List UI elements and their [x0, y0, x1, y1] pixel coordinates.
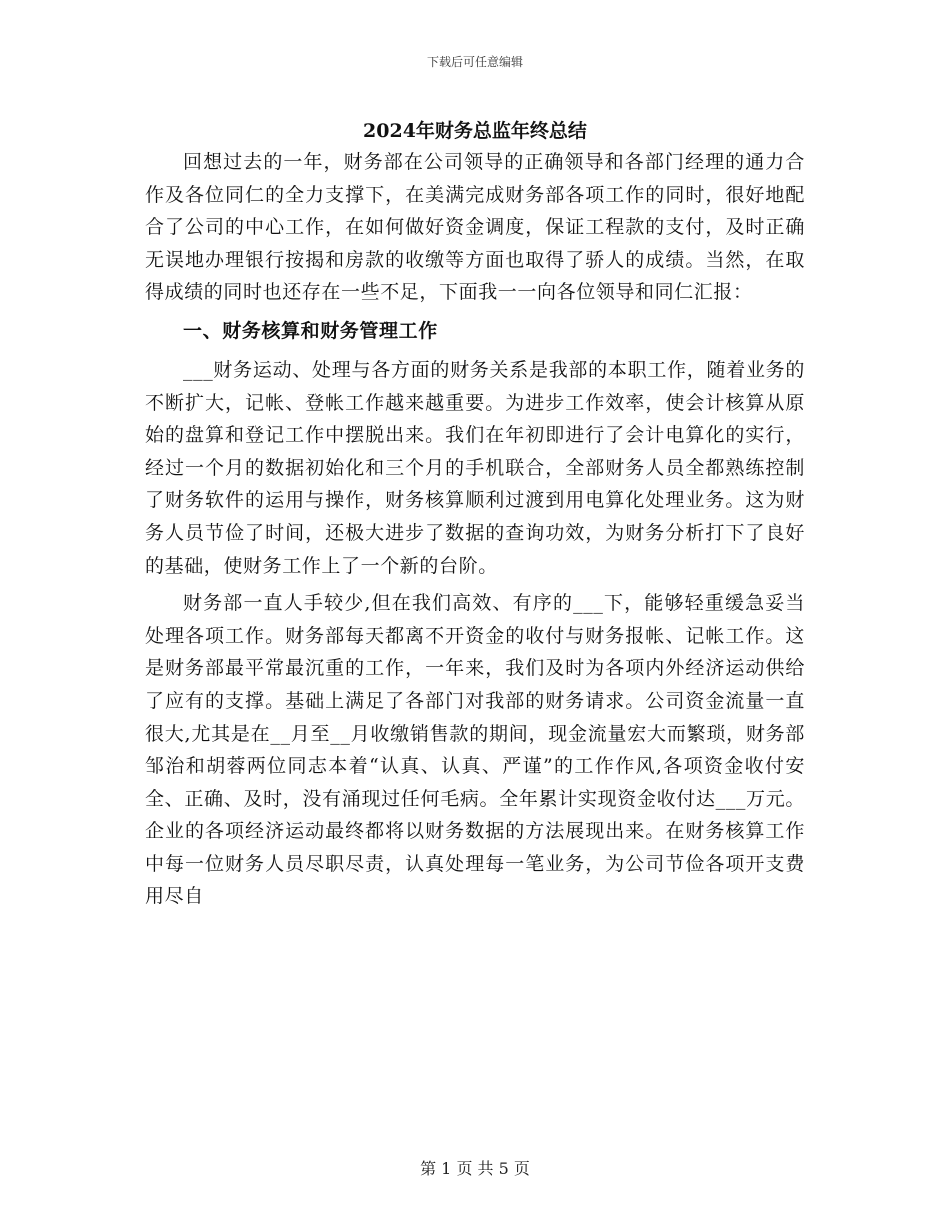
section-heading: 一、财务核算和财务管理工作: [183, 319, 438, 342]
document-body: [145, 146, 805, 913]
header-note: 下载后可任意编辑: [426, 55, 523, 69]
page-number: 第 1 页 共 5 页: [420, 1159, 530, 1178]
document-title: 2024年财务总监年终总结: [363, 120, 587, 142]
body-paragraph: 财务部一直人手较少,但在我们高效、有序的___下，能够轻重缓急妥当处理各项工作。财务部每天都离不开资金的收付与财务报帐、记帐工作。这是财务部最平常最沉重的工作，一年来，我们及时为各项内外经济运动供给了应有的支撑。基础上满足了各部门对我部的财务请求。公司资金流量一直很大,尤其是在__月至__月收缴销售款的期间，现金流量宏大而繁琐，财务部邹治和胡蓉两位同志本着“认真、认真、严谨”的工作作风,各项资金收付安全、正确、及时，没有涌现过任何毛病。全年累计实现资金收付达___万元。企业的各项经济运动最终都将以财务数据的方法展现出来。在财务核算工作中每一位财务人员尽职尽责，认真处理每一笔业务，为公司节俭各项开支费用尽自: [145, 592, 805, 908]
body-paragraph: ___财务运动、处理与各方面的财务关系是我部的本职工作，随着业务的不断扩大，记帐、登帐工作越来越重要。为进步工作效率，使会计核算从原始的盘算和登记工作中摆脱出来。我们在年初即进行了会计电算化的实行，经过一个月的数据初始化和三个月的手机联合，全部财务人员全都熟练控制了财务软件的运用与操作，财务核算顺利过渡到用电算化处理业务。这为财务人员节俭了时间，还极大进步了数据的查询功效，为财务分析打下了良好的基础，使财务工作上了一个新的台阶。: [145, 358, 805, 577]
intro-paragraph: 回想过去的一年，财务部在公司领导的正确领导和各部门经理的通力合作及各位同仁的全力支撑下，在美满完成财务部各项工作的同时，很好地配合了公司的中心工作，在如何做好资金调度，保证工程款的支付，及时正确无误地办理银行按揭和房款的收缴等方面也取得了骄人的成绩。当然，在取得成绩的同时也还存在一些不足，下面我一一向各位领导和同仁汇报：: [145, 151, 805, 304]
